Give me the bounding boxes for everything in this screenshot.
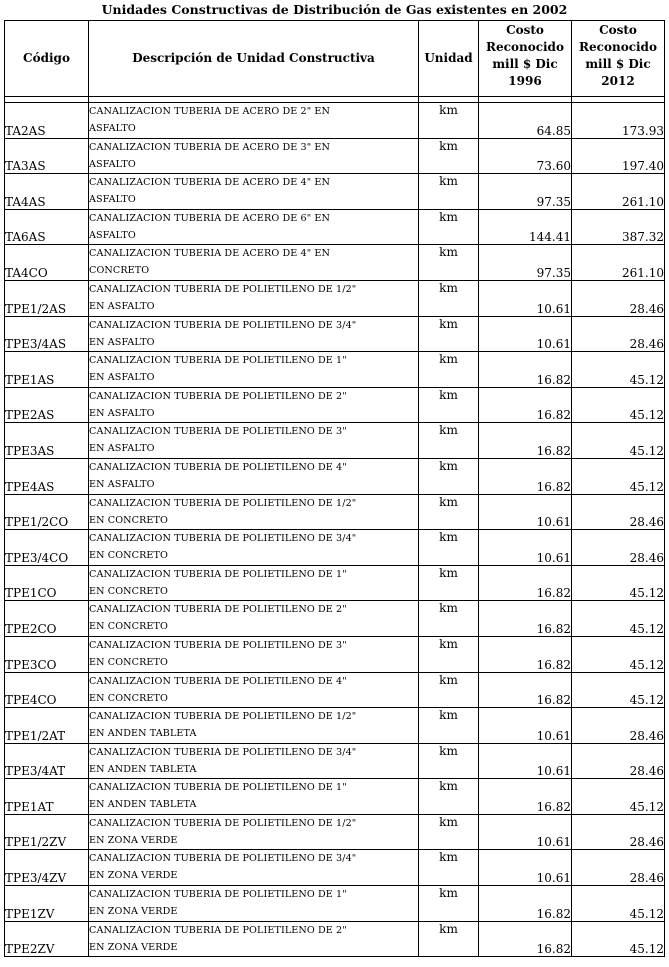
cell-code: TPE3CO — [5, 636, 89, 672]
description-line-2: EN CONCRETO — [89, 656, 168, 668]
description-line-1: CANALIZACION TUBERIA DE POLIETILENO DE 2" — [89, 390, 347, 402]
cell-cost-1996: 10.61 — [479, 494, 572, 530]
header-cost-1996 — [479, 21, 572, 97]
description-line-1: CANALIZACION TUBERIA DE ACERO DE 3" EN — [89, 141, 330, 153]
header-cost-1996-line: Costo — [506, 23, 544, 37]
description-line-2: EN ZONA VERDE — [89, 906, 178, 918]
table-row — [5, 814, 665, 850]
cell-cost-2012: 28.46 — [572, 280, 665, 316]
cell-cost-2012: 45.12 — [572, 672, 665, 708]
cell-cost-1996: 16.82 — [479, 672, 572, 708]
cell-cost-1996: 10.61 — [479, 316, 572, 352]
header-cost-2012-line: mill $ Dic — [585, 57, 651, 71]
table-row — [5, 494, 665, 530]
cell-description — [89, 850, 419, 886]
description-line-2: EN ASFALTO — [89, 300, 155, 312]
description-line-2: EN CONCRETO — [89, 692, 168, 704]
description-line-2: EN ZONA VERDE — [89, 870, 178, 882]
cell-cost-2012: 45.12 — [572, 423, 665, 459]
header-unit: Unidad — [419, 21, 479, 97]
cell-cost-2012: 28.46 — [572, 743, 665, 779]
description-line-2: EN CONCRETO — [89, 550, 168, 562]
cell-unit: km — [419, 886, 479, 922]
description-line-2: EN ASFALTO — [89, 372, 155, 384]
cell-unit: km — [419, 565, 479, 601]
description-line-1: CANALIZACION TUBERIA DE POLIETILENO DE 3/4" — [89, 319, 357, 331]
cell-code: TPE3/4CO — [5, 530, 89, 566]
description-line-2: EN ANDEN TABLETA — [89, 799, 197, 811]
cell-description — [89, 601, 419, 637]
description-line-2: EN CONCRETO — [89, 585, 168, 597]
cell-description — [89, 814, 419, 850]
table-row — [5, 779, 665, 815]
description-line-1: CANALIZACION TUBERIA DE POLIETILENO DE 4" — [89, 461, 347, 473]
cell-cost-2012: 28.46 — [572, 530, 665, 566]
description-line-1: CANALIZACION TUBERIA DE POLIETILENO DE 3" — [89, 426, 347, 438]
description-line-1: CANALIZACION TUBERIA DE POLIETILENO DE 2" — [89, 924, 347, 936]
cell-code: TPE2CO — [5, 601, 89, 637]
constructive-units-table — [4, 20, 665, 957]
cell-cost-1996: 16.82 — [479, 565, 572, 601]
cell-cost-2012: 197.40 — [572, 138, 665, 174]
cell-code: TPE3/4ZV — [5, 850, 89, 886]
cell-cost-1996: 16.82 — [479, 779, 572, 815]
cell-description — [89, 316, 419, 352]
cell-unit: km — [419, 174, 479, 210]
cell-description — [89, 565, 419, 601]
cell-code: TA2AS — [5, 103, 89, 139]
description-line-1: CANALIZACION TUBERIA DE POLIETILENO DE 1" — [89, 889, 347, 901]
description-line-2: EN ZONA VERDE — [89, 941, 178, 953]
cell-code: TPE1/2AS — [5, 280, 89, 316]
cell-description — [89, 423, 419, 459]
description-line-1: CANALIZACION TUBERIA DE ACERO DE 4" EN — [89, 248, 330, 260]
cell-description — [89, 779, 419, 815]
cell-code: TPE3/4AT — [5, 743, 89, 779]
cell-unit: km — [419, 280, 479, 316]
table-row — [5, 850, 665, 886]
cell-unit: km — [419, 138, 479, 174]
cell-cost-1996: 10.61 — [479, 743, 572, 779]
table-row — [5, 636, 665, 672]
cell-description — [89, 494, 419, 530]
cell-cost-1996: 10.61 — [479, 850, 572, 886]
cell-cost-2012: 28.46 — [572, 850, 665, 886]
table-row — [5, 138, 665, 174]
cell-description — [89, 708, 419, 744]
description-line-2: EN ASFALTO — [89, 407, 155, 419]
description-line-1: CANALIZACION TUBERIA DE POLIETILENO DE 3" — [89, 639, 347, 651]
cell-cost-2012: 261.10 — [572, 174, 665, 210]
table-row — [5, 601, 665, 637]
header-cost-2012-line: Costo — [599, 23, 637, 37]
header-row — [5, 21, 665, 97]
description-line-2: EN ZONA VERDE — [89, 834, 178, 846]
header-code: Código — [5, 21, 89, 97]
table-title: Unidades Constructivas de Distribución de Gas existentes en 2002 — [101, 2, 568, 17]
table-row — [5, 316, 665, 352]
cell-unit: km — [419, 530, 479, 566]
cell-cost-1996: 16.82 — [479, 636, 572, 672]
cell-code: TPE3/4AS — [5, 316, 89, 352]
header-cost-1996-line: 1996 — [508, 74, 542, 88]
cell-code: TPE4CO — [5, 672, 89, 708]
cell-description — [89, 458, 419, 494]
cell-cost-1996: 73.60 — [479, 138, 572, 174]
description-line-2: ASFALTO — [89, 123, 136, 134]
cell-unit: km — [419, 316, 479, 352]
cell-unit: km — [419, 209, 479, 245]
description-line-1: CANALIZACION TUBERIA DE POLIETILENO DE 1/2" — [89, 817, 357, 829]
description-line-1: CANALIZACION TUBERIA DE POLIETILENO DE 4" — [89, 675, 347, 687]
description-line-1: CANALIZACION TUBERIA DE POLIETILENO DE 3/4" — [89, 533, 357, 545]
cell-cost-1996: 16.82 — [479, 886, 572, 922]
cell-cost-1996: 16.82 — [479, 352, 572, 388]
cell-code: TPE1AT — [5, 779, 89, 815]
table-row — [5, 352, 665, 388]
cell-cost-1996: 97.35 — [479, 245, 572, 281]
description-line-2: EN CONCRETO — [89, 514, 168, 526]
cell-unit: km — [419, 352, 479, 388]
cell-description — [89, 245, 419, 281]
cell-cost-1996: 16.82 — [479, 921, 572, 957]
cell-cost-1996: 64.85 — [479, 103, 572, 139]
table-row — [5, 672, 665, 708]
cell-description — [89, 672, 419, 708]
cell-cost-1996: 10.61 — [479, 530, 572, 566]
cell-unit: km — [419, 708, 479, 744]
cell-description — [89, 352, 419, 388]
cell-code: TPE1ZV — [5, 886, 89, 922]
cell-cost-1996: 97.35 — [479, 174, 572, 210]
header-cost-1996-line: Reconocido — [486, 40, 564, 54]
cell-cost-1996: 16.82 — [479, 601, 572, 637]
cell-cost-2012: 28.46 — [572, 316, 665, 352]
header-cost-2012-line: Reconocido — [579, 40, 657, 54]
description-line-2: EN ASFALTO — [89, 336, 155, 348]
cell-description — [89, 209, 419, 245]
cell-cost-2012: 45.12 — [572, 921, 665, 957]
cell-unit: km — [419, 458, 479, 494]
cell-description — [89, 138, 419, 174]
cell-code: TPE2ZV — [5, 921, 89, 957]
cell-cost-2012: 387.32 — [572, 209, 665, 245]
cell-cost-2012: 28.46 — [572, 494, 665, 530]
cell-code: TA4CO — [5, 245, 89, 281]
cell-code: TPE1CO — [5, 565, 89, 601]
cell-code: TPE2AS — [5, 387, 89, 423]
cell-cost-2012: 45.12 — [572, 886, 665, 922]
cell-cost-1996: 10.61 — [479, 280, 572, 316]
cell-cost-2012: 173.93 — [572, 103, 665, 139]
cell-code: TPE3AS — [5, 423, 89, 459]
cell-cost-2012: 261.10 — [572, 245, 665, 281]
cell-code: TA3AS — [5, 138, 89, 174]
header-cost-1996-line: mill $ Dic — [492, 57, 558, 71]
cell-code: TPE1/2CO — [5, 494, 89, 530]
cell-description — [89, 387, 419, 423]
cell-cost-2012: 45.12 — [572, 636, 665, 672]
cell-unit: km — [419, 921, 479, 957]
cell-unit: km — [419, 672, 479, 708]
cell-unit: km — [419, 494, 479, 530]
description-line-2: ASFALTO — [89, 158, 136, 170]
table-row — [5, 423, 665, 459]
cell-cost-2012: 45.12 — [572, 352, 665, 388]
description-line-2: EN ANDEN TABLETA — [89, 728, 197, 740]
cell-cost-1996: 16.82 — [479, 423, 572, 459]
cell-cost-2012: 28.46 — [572, 814, 665, 850]
description-line-1: CANALIZACION TUBERIA DE POLIETILENO DE 1/2" — [89, 497, 357, 509]
cell-code: TPE1/2AT — [5, 708, 89, 744]
description-line-1: CANALIZACION TUBERIA DE POLIETILENO DE 1" — [89, 782, 347, 794]
cell-description — [89, 636, 419, 672]
table-row — [5, 209, 665, 245]
cell-description — [89, 174, 419, 210]
description-line-2: ASFALTO — [89, 194, 136, 206]
cell-cost-1996: 10.61 — [479, 814, 572, 850]
cell-cost-2012: 45.12 — [572, 565, 665, 601]
cell-description — [89, 886, 419, 922]
table-body — [5, 103, 665, 957]
cell-unit: km — [419, 636, 479, 672]
header-cost-2012 — [572, 21, 665, 97]
table-row — [5, 245, 665, 281]
cell-code: TPE1AS — [5, 352, 89, 388]
description-line-2: ASFALTO — [89, 229, 136, 241]
description-line-2: EN ASFALTO — [89, 478, 155, 490]
cell-code: TA4AS — [5, 174, 89, 210]
cell-unit: km — [419, 103, 479, 139]
description-line-1: CANALIZACION TUBERIA DE ACERO DE 2" EN — [89, 106, 330, 117]
description-line-2: EN ANDEN TABLETA — [89, 763, 197, 775]
cell-cost-1996: 16.82 — [479, 458, 572, 494]
table-row — [5, 103, 665, 139]
table-row — [5, 530, 665, 566]
table-row — [5, 458, 665, 494]
description-line-2: EN ASFALTO — [89, 443, 155, 455]
table-row — [5, 743, 665, 779]
cell-description — [89, 921, 419, 957]
description-line-1: CANALIZACION TUBERIA DE POLIETILENO DE 3/4" — [89, 853, 357, 865]
cell-unit: km — [419, 779, 479, 815]
header-description: Descripción de Unidad Constructiva — [89, 21, 419, 97]
table-row — [5, 280, 665, 316]
description-line-2: CONCRETO — [89, 265, 150, 277]
cell-cost-2012: 45.12 — [572, 458, 665, 494]
cell-cost-1996: 10.61 — [479, 708, 572, 744]
table-row — [5, 708, 665, 744]
cell-unit: km — [419, 850, 479, 886]
cell-cost-2012: 45.12 — [572, 387, 665, 423]
table-row — [5, 387, 665, 423]
header-cost-2012-line: 2012 — [601, 74, 635, 88]
cell-cost-1996: 144.41 — [479, 209, 572, 245]
cell-code: TPE1/2ZV — [5, 814, 89, 850]
table-row — [5, 921, 665, 957]
description-line-1: CANALIZACION TUBERIA DE POLIETILENO DE 2" — [89, 604, 347, 616]
description-line-1: CANALIZACION TUBERIA DE POLIETILENO DE 1" — [89, 355, 347, 367]
table-row — [5, 886, 665, 922]
description-line-1: CANALIZACION TUBERIA DE POLIETILENO DE 1/2" — [89, 283, 357, 295]
description-line-1: CANALIZACION TUBERIA DE POLIETILENO DE 1/2" — [89, 711, 357, 723]
description-line-1: CANALIZACION TUBERIA DE POLIETILENO DE 1" — [89, 568, 347, 580]
description-line-2: EN CONCRETO — [89, 621, 168, 633]
cell-unit: km — [419, 245, 479, 281]
cell-code: TPE4AS — [5, 458, 89, 494]
table-row — [5, 174, 665, 210]
cell-cost-2012: 45.12 — [572, 779, 665, 815]
cell-unit: km — [419, 601, 479, 637]
cell-cost-1996: 16.82 — [479, 387, 572, 423]
cell-unit: km — [419, 814, 479, 850]
cell-code: TA6AS — [5, 209, 89, 245]
table-row — [5, 565, 665, 601]
cell-cost-2012: 28.46 — [572, 708, 665, 744]
cell-description — [89, 530, 419, 566]
cell-description — [89, 103, 419, 139]
cell-unit: km — [419, 387, 479, 423]
cell-description — [89, 280, 419, 316]
cell-unit: km — [419, 423, 479, 459]
description-line-1: CANALIZACION TUBERIA DE ACERO DE 4" EN — [89, 177, 330, 189]
cell-cost-2012: 45.12 — [572, 601, 665, 637]
cell-description — [89, 743, 419, 779]
description-line-1: CANALIZACION TUBERIA DE ACERO DE 6" EN — [89, 212, 330, 224]
description-line-1: CANALIZACION TUBERIA DE POLIETILENO DE 3/4" — [89, 746, 357, 758]
cell-unit: km — [419, 743, 479, 779]
